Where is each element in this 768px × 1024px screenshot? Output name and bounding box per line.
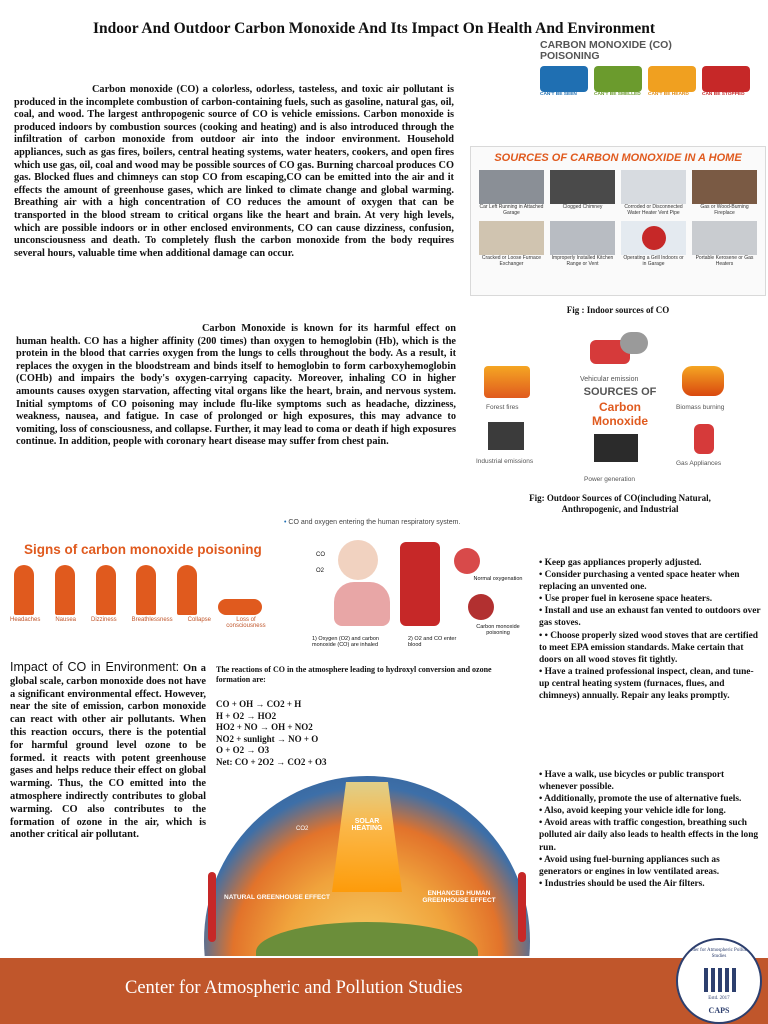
eye-icon — [540, 66, 588, 92]
list-item: • Keep gas appliances properly adjusted. — [539, 557, 761, 569]
outdoor-sources-caption: Fig: Outdoor Sources of CO(including Natural, Anthropogenic, and Industrial — [529, 493, 711, 514]
health-paragraph: Carbon Monoxide is known for its harmful effect on human health. CO has a higher affinity (200 times) than oxygen to hemoglobin (Hb), which is the protein in the blood that carries oxygen from the lungs to cells throughout the body. As a result, it replaces the oxygen in the bloodstream and binds itself to hemoglobin to form carboxyhemoglobin (COHb) and impairs the body's oxygen-carrying capacity. Moreover, inhaling CO in higher amounts causes oxygen starvation, affecting vital organs like the heart, brain, and nervous system. Initial symptoms of CO poisoning may include flu-like symptoms such as headache, dizziness, weakness, nausea, and fatigue. In case of prolonged or high exposures, this may advance to vomiting, loss of consciousness, and collapse. Further, it may lead to coma or death if high exposures continue. In addition, people with coronary heart disease may suffer from chest pain. — [16, 323, 456, 448]
blood-vessel-icon — [400, 542, 440, 626]
person-icon — [55, 565, 75, 615]
respiratory-caption: • CO and oxygen entering the human respiratory system. — [284, 519, 461, 526]
environment-section — [10, 661, 206, 842]
reaction-line: HO2 + NO → OH + NO2 — [216, 722, 313, 732]
furnace-icon — [479, 221, 544, 255]
enhanced-greenhouse-label: ENHANCED HUMAN GREENHOUSE EFFECT — [422, 890, 496, 904]
indoor-source-item: Operating a Grill Indoors or in Garage — [621, 221, 686, 267]
cant-see-item: CAN'T BE SEEN — [540, 66, 588, 97]
list-item: • Also, avoid keeping your vehicle idle for long. — [539, 805, 761, 817]
fireplace-icon — [692, 170, 757, 204]
list-item: • Avoid areas with traffic congestion, breathing such polluted air daily also leads to health effects in the long run. — [539, 817, 761, 853]
gas-cylinder-icon — [694, 424, 714, 454]
chimney-icon — [550, 170, 615, 204]
cant-smell-item: CAN'T BE SMELLED — [594, 66, 642, 97]
biomass-icon — [682, 366, 724, 396]
signs-title: Signs of carbon monoxide poisoning — [24, 542, 262, 557]
list-item: • Industries should be used the Air filters. — [539, 878, 761, 890]
thermometer-icon — [518, 872, 526, 942]
environment-heading: Impact of CO in Environment: — [10, 660, 180, 674]
reaction-line: Net: CO + 2O2 → CO2 + O3 — [216, 756, 327, 767]
can-stop-item: CAN BE STOPPED — [702, 66, 750, 97]
grill-icon — [621, 221, 686, 255]
co-poisoning-icon — [468, 594, 494, 620]
list-item: • Avoid using fuel-burning appliances such as generators or engines in low ventilated areas. — [539, 854, 761, 878]
person-icon — [136, 565, 156, 615]
head-icon — [338, 540, 378, 580]
indoor-source-item: Corroded or Disconnected Water Heater Vent Pipe — [621, 170, 686, 216]
person-icon — [177, 565, 197, 615]
person-icon — [96, 565, 116, 615]
indoor-source-item: Improperly Installed Kitchen Range or Vent — [550, 221, 615, 267]
indoor-sources-card — [470, 146, 766, 296]
solar-heating-label: SOLAR HEATING — [351, 818, 383, 832]
reactions-intro: The reactions of CO in the atmosphere leading to hydroxyl conversion and ozone formation are: — [216, 665, 492, 684]
respiratory-figure: CO O2 Normal oxygenation Carbon monoxide poisoning 1) Oxygen (O2) and carbon monoxide (CO) are inhaled 2) O2 and CO enter blood — [312, 530, 526, 660]
intro-paragraph: Carbon monoxide (CO) a colorless, odorless, tasteless, and toxic air pollutant is produced in the incomplete combustion of carbon-containing fuels, such as gasoline, natural gas, oil, coal, and wood. The largest anthropogenic source of CO is vehicle emissions. Carbon monoxide is produced indoors by combustion sources (cooking and heating) and is also introduced through the infiltration of carbon monoxide from outdoor air into the indoor environment. Household appliances, such as gas fires, boilers, central heating systems, water heaters, cookers, and open fires which use gas, oil, coal and wood may be possible sources of CO gas. Burning charcoal produces CO gas. Blocked flues and chimneys can stop CO from escaping,CO can be emitted into the air and it effects the amount of greenhouse gases, which are linked to climate change and global warming. Breathing air with a high concentration of CO reduces the amount of oxygen that can be transported in the blood stream to critical organs like the heart and brain. At very high levels, which are possible indoors or in other enclosed environments, CO can cause dizziness, confusion, unconsciousness and death. To completely flush the carbon monoxide from the body requires several hours, valuable time when additional damage can occur. — [14, 84, 454, 259]
signs-panel: Signs of carbon monoxide poisoning Headaches Nausea Dizziness Breathlessness Collapse Loss of consciousness — [10, 542, 266, 629]
factory-icon — [488, 422, 524, 450]
indoor-source-item: Cracked or Loose Furnace Exchanger — [479, 221, 544, 267]
outdoor-prevention-list — [539, 769, 761, 890]
co-poisoning-card — [540, 40, 762, 106]
list-item: • Use proper fuel in kerosene space heaters. — [539, 593, 761, 605]
outdoor-sources-diagram: Vehicular emission SOURCES OF Carbon Monoxide Forest fires Biomass burning Industrial emissions Power generation Gas Appliances — [472, 330, 764, 480]
normal-oxygenation-icon — [454, 548, 480, 574]
indoor-source-item: Gas or Wood-Burning Fireplace — [692, 170, 757, 216]
page-title: Indoor And Outdoor Carbon Monoxide And Its Impact On Health And Environment — [92, 20, 655, 37]
garage-icon — [479, 170, 544, 204]
reaction-line: NO2 + sunlight → NO + O — [216, 733, 319, 744]
caps-seal-logo: Center for Atmospheric Pollution Studies Estd. 2017 CAPS — [676, 938, 762, 1024]
building-columns-icon — [704, 968, 736, 992]
smoke-icon — [620, 332, 648, 354]
reactions-box — [216, 665, 536, 768]
indoor-sources-title: SOURCES OF CARBON MONOXIDE IN A HOME — [494, 152, 742, 164]
kitchen-range-icon — [550, 221, 615, 255]
power-plant-icon — [594, 434, 638, 462]
reaction-line: CO + OH → CO2 + H — [216, 699, 302, 709]
greenhouse-figure — [200, 772, 534, 956]
environment-text: On a global scale, carbon monoxide does not have a significant environmental effect. However, near the site of emission, carbon monoxide can react with other air pollutants. When this reaction occurs, there is the potential for harmful ground level ozone to be formed. it reacts with potent greenhouse gases and helps reduce their effect on global warming. Thus, the CO emitted into the atmosphere indirectly contributes to global warming. CO also contributes to the formation of ozone in the air, which is another critical air pollutant. — [10, 663, 206, 841]
thermometer-icon — [208, 872, 216, 942]
list-item: • Additionally, promote the use of alternative fuels. — [539, 793, 761, 805]
cant-hear-item: CAN'T BE HEARD — [648, 66, 696, 97]
person-icon — [14, 565, 34, 615]
co2-label: CO2 — [296, 826, 309, 832]
person-icon — [218, 599, 262, 615]
reaction-line: H + O2 → HO2 — [216, 710, 277, 721]
indoor-sources-caption: Fig : Indoor sources of CO — [566, 305, 670, 315]
footer-bar — [0, 958, 768, 1024]
indoor-source-item: Portable Kerosene or Gas Heaters — [692, 221, 757, 267]
indoor-source-item: Clogged Chimney — [550, 170, 615, 216]
list-item: • • Choose properly sized wood stoves that are certified to meet EPA emission standards. Make certain that doors on all wood stoves fit tightly. — [539, 630, 761, 666]
water-heater-icon — [621, 170, 686, 204]
list-item: • Consider purchasing a vented space heater when replacing an unvented one. — [539, 569, 761, 593]
list-item: • Have a trained professional inspect, clean, and tune-up central heating system (furnaces, flues, and chimneys) annually. Repair any leaks promptly. — [539, 666, 761, 702]
nose-icon — [594, 66, 642, 92]
footer-organization: Center for Atmospheric and Pollution Studies — [125, 978, 463, 998]
lungs-icon — [334, 582, 390, 626]
detector-icon — [702, 66, 750, 92]
reaction-line: O + O2 → O3 — [216, 745, 270, 755]
ear-icon — [648, 66, 696, 92]
prevention-list — [539, 557, 761, 702]
indoor-source-item: Car Left Running in Attached Garage — [479, 170, 544, 216]
co-poisoning-title: CARBON MONOXIDE (CO) POISONING — [540, 39, 672, 62]
natural-greenhouse-label: NATURAL GREENHOUSE EFFECT — [224, 894, 330, 901]
list-item: • Install and use an exhaust fan vented to outdoors over gas stoves. — [539, 605, 761, 629]
forest-fire-icon — [484, 366, 530, 398]
bullet-dot: • — [284, 519, 289, 526]
heater-icon — [692, 221, 757, 255]
list-item: • Have a walk, use bicycles or public transport whenever possible. — [539, 769, 761, 793]
